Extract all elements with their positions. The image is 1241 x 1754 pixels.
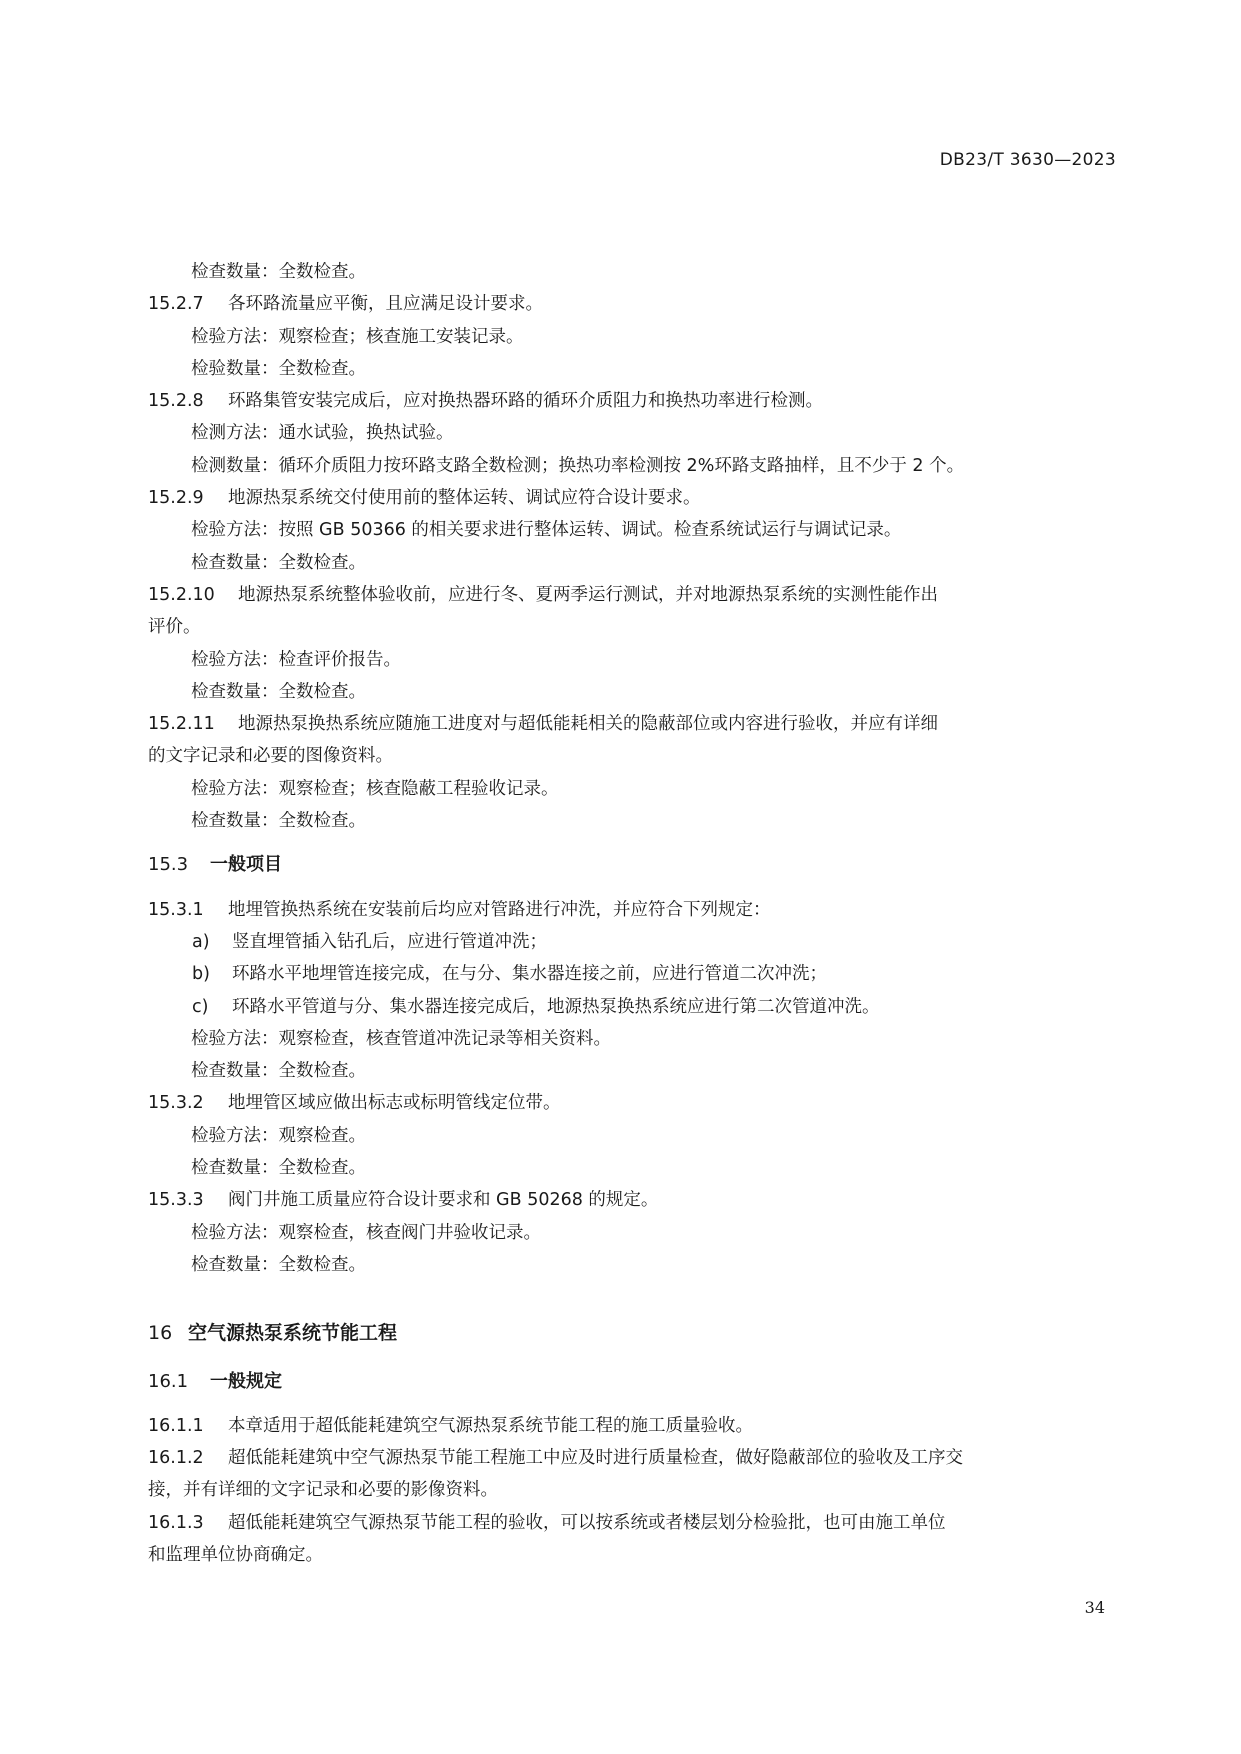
section-title: 一般项目 bbox=[210, 854, 282, 876]
clause-detail-line: 检验方法：检查评价报告。 bbox=[191, 649, 401, 670]
clause-text: 超低能耗建筑空气源热泵节能工程的验收，可以按系统或者楼层划分检验批，也可由施工单位 bbox=[228, 1512, 946, 1533]
clause-detail-line: 检验方法：观察检查。 bbox=[191, 1125, 366, 1146]
clause-detail-line: 检验方法：观察检查；核查施工安装记录。 bbox=[191, 326, 524, 347]
document-body bbox=[148, 256, 1116, 1571]
clause-number: 15.3.1 bbox=[148, 899, 204, 920]
clause-detail-line: 检验方法：观察检查；核查隐蔽工程验收记录。 bbox=[191, 778, 559, 799]
list-item-text: 竖直埋管插入钻孔后，应进行管道冲洗； bbox=[232, 931, 547, 952]
clause-line bbox=[148, 1507, 1116, 1539]
clause-detail-line: 检测方法：通水试验，换热试验。 bbox=[191, 423, 454, 444]
section-heading-15-3 bbox=[148, 849, 1116, 881]
clause-line bbox=[148, 288, 1116, 320]
list-item bbox=[192, 926, 1116, 958]
list-item-letter: c) bbox=[192, 996, 209, 1017]
clause-line bbox=[148, 579, 1116, 611]
list-item-text: 环路水平管道与分、集水器连接完成后，地源热泵换热系统应进行第二次管道冲洗。 bbox=[232, 996, 880, 1017]
clause-detail-line: 检验方法：观察检查，核查阀门井验收记录。 bbox=[191, 1222, 541, 1243]
clause-number: 16.1.3 bbox=[148, 1512, 204, 1533]
clause-detail-line: 检查数量：全数检查。 bbox=[191, 262, 366, 282]
clause-continuation-line: 的文字记录和必要的图像资料。 bbox=[148, 746, 393, 767]
clause-detail-line: 检测数量：循环介质阻力按环路支路全数检测；换热功率检测按 2%环路支路抽样，且不少于 2 个。 bbox=[191, 455, 965, 476]
list-item-letter: b) bbox=[192, 964, 210, 985]
list-item bbox=[192, 958, 1116, 990]
section-number: 15.3 bbox=[148, 854, 189, 876]
clause-detail-line: 检查数量：全数检查。 bbox=[191, 1061, 366, 1082]
clause-detail-line: 检验方法：观察检查，核查管道冲洗记录等相关资料。 bbox=[191, 1028, 611, 1049]
clause-line bbox=[148, 1087, 1116, 1119]
clause-text: 环路集管安装完成后，应对换热器环路的循环介质阻力和换热功率进行检测。 bbox=[228, 391, 823, 412]
clause-detail-line: 检查数量：全数检查。 bbox=[191, 552, 366, 573]
section-title: 一般规定 bbox=[210, 1370, 282, 1392]
clause-line bbox=[148, 385, 1116, 417]
list-item-text: 环路水平地埋管连接完成，在与分、集水器连接之前，应进行管道二次冲洗； bbox=[232, 964, 827, 985]
clause-line bbox=[148, 894, 1116, 926]
clause-detail-line: 检查数量：全数检查。 bbox=[191, 1158, 366, 1179]
clause-number: 16.1.1 bbox=[148, 1415, 204, 1436]
clause-continuation-line: 接，并有详细的文字记录和必要的影像资料。 bbox=[148, 1480, 498, 1501]
clause-line bbox=[148, 1410, 1116, 1442]
list-item-letter: a) bbox=[192, 931, 210, 952]
clause-line bbox=[148, 708, 1116, 740]
clause-text: 地埋管区域应做出标志或标明管线定位带。 bbox=[228, 1093, 561, 1114]
list-item bbox=[192, 991, 1116, 1023]
clause-number: 15.2.11 bbox=[148, 714, 215, 735]
clause-detail-line: 检验方法：按照 GB 50366 的相关要求进行整体运转、调试。检查系统试运行与调试记录。 bbox=[191, 520, 902, 541]
chapter-heading-16 bbox=[148, 1317, 1116, 1349]
clause-text: 阀门井施工质量应符合设计要求和 GB 50268 的规定。 bbox=[228, 1190, 659, 1211]
section-15-3-clauses bbox=[148, 894, 1116, 1282]
clause-number: 15.2.9 bbox=[148, 488, 204, 509]
clause-detail-line: 检查数量：全数检查。 bbox=[191, 811, 366, 832]
clause-text: 本章适用于超低能耗建筑空气源热泵系统节能工程的施工质量验收。 bbox=[228, 1415, 753, 1436]
document-code: DB23/T 3630—2023 bbox=[939, 150, 1116, 170]
chapter-number: 16 bbox=[148, 1322, 173, 1345]
clause-text: 各环路流量应平衡，且应满足设计要求。 bbox=[228, 294, 543, 315]
clause-number: 15.2.10 bbox=[148, 584, 215, 605]
section-heading-16-1 bbox=[148, 1366, 1116, 1398]
clause-continuation-line: 和监理单位协商确定。 bbox=[148, 1544, 323, 1565]
section-16-1-clauses bbox=[148, 1410, 1116, 1571]
clause-text: 超低能耗建筑中空气源热泵节能工程施工中应及时进行质量检查，做好隐蔽部位的验收及工序交 bbox=[228, 1448, 963, 1469]
clause-number: 15.3.3 bbox=[148, 1190, 204, 1211]
clause-text: 地源热泵换热系统应随施工进度对与超低能耗相关的隐蔽部位或内容进行验收，并应有详细 bbox=[238, 714, 938, 735]
clause-number: 15.3.2 bbox=[148, 1093, 204, 1114]
page-number: 34 bbox=[1084, 1598, 1105, 1617]
chapter-title: 空气源热泵系统节能工程 bbox=[188, 1322, 398, 1345]
clause-line bbox=[148, 482, 1116, 514]
clause-number: 16.1.2 bbox=[148, 1448, 204, 1469]
clause-detail-line: 检查数量：全数检查。 bbox=[191, 681, 366, 702]
clause-detail-line: 检验数量：全数检查。 bbox=[191, 358, 366, 379]
clause-detail-line: 检查数量：全数检查。 bbox=[191, 1254, 366, 1275]
clause-text: 地源热泵系统整体验收前，应进行冬、夏两季运行测试，并对地源热泵系统的实测性能作出 bbox=[238, 584, 938, 605]
section-15-2-clauses bbox=[148, 256, 1116, 837]
clause-number: 15.2.8 bbox=[148, 391, 204, 412]
clause-line bbox=[148, 1184, 1116, 1216]
clause-line bbox=[148, 1442, 1116, 1474]
clause-text: 地源热泵系统交付使用前的整体运转、调试应符合设计要求。 bbox=[228, 488, 701, 509]
section-number: 16.1 bbox=[148, 1370, 189, 1392]
clause-number: 15.2.7 bbox=[148, 294, 204, 315]
clause-text: 地埋管换热系统在安装前后均应对管路进行冲洗，并应符合下列规定： bbox=[228, 899, 771, 920]
clause-continuation-line: 评价。 bbox=[148, 617, 201, 638]
